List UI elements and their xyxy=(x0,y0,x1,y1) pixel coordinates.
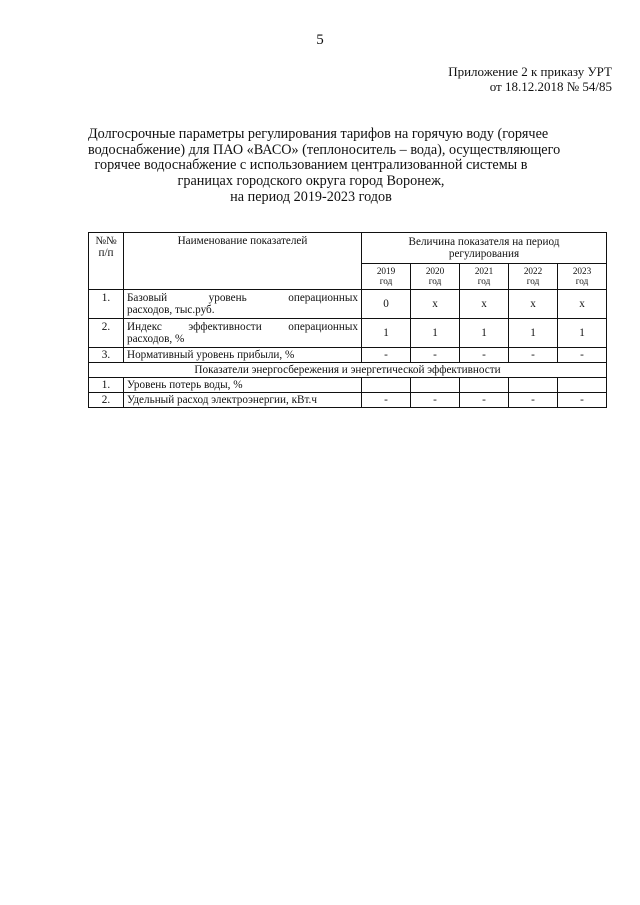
row-name-line: Индекс эффективности операционных xyxy=(127,321,358,333)
row-value: 1 xyxy=(362,319,411,348)
title-line: водоснабжение) для ПАО «ВАСО» (теплоноситель – вода), осуществляющего xyxy=(88,141,561,158)
year-label: 2021 xyxy=(474,265,494,276)
row-name-line: расходов, % xyxy=(127,333,185,345)
title-line: горячее водоснабжение с использованием централизованной системы в xyxy=(94,157,528,174)
header-name: Наименование показателей xyxy=(124,233,362,290)
appendix-line-1: Приложение 2 к приказу УРТ xyxy=(448,64,612,79)
year-label: 2022 xyxy=(523,265,543,276)
row-num: 2. xyxy=(89,319,124,348)
year-unit: год xyxy=(428,275,442,286)
document-title xyxy=(88,126,561,206)
year-label: 2023 xyxy=(572,265,592,276)
row-value: х xyxy=(509,290,558,319)
year-unit: год xyxy=(526,275,540,286)
row-name: Уровень потерь воды, % xyxy=(124,378,362,393)
title-line: на период 2019-2023 годов xyxy=(230,188,392,205)
year-label: 2020 xyxy=(425,265,445,276)
row-value: - xyxy=(509,393,558,408)
row-value: - xyxy=(509,348,558,363)
year-label: 2019 xyxy=(376,265,396,276)
section-title: Показатели энергосбережения и энергетической эффективности xyxy=(89,363,607,378)
table-row xyxy=(89,348,607,363)
row-name xyxy=(124,319,362,348)
header-year-cell xyxy=(509,264,558,290)
row-num: 2. xyxy=(89,393,124,408)
year-unit: год xyxy=(379,275,393,286)
row-name: Удельный расход электроэнергии, кВт.ч xyxy=(124,393,362,408)
row-value: - xyxy=(411,348,460,363)
header-year-cell xyxy=(362,264,411,290)
header-num: №№ п/п xyxy=(89,233,124,290)
row-value: х xyxy=(460,290,509,319)
page-number: 5 xyxy=(316,32,324,48)
row-num: 1. xyxy=(89,378,124,393)
row-value: - xyxy=(411,393,460,408)
table-row xyxy=(89,290,607,319)
table-row xyxy=(89,378,607,393)
row-value: 1 xyxy=(460,319,509,348)
row-value xyxy=(558,378,607,393)
row-value: 1 xyxy=(411,319,460,348)
row-name xyxy=(124,290,362,319)
row-value xyxy=(411,378,460,393)
title-line: границах городского округа город Воронеж, xyxy=(177,173,445,190)
header-value-group: Величина показателя на период регулирования xyxy=(362,233,607,264)
appendix-reference xyxy=(448,64,612,94)
row-value: - xyxy=(460,348,509,363)
header-year-cell xyxy=(411,264,460,290)
row-value: - xyxy=(362,393,411,408)
table-row xyxy=(89,393,607,408)
row-value: х xyxy=(558,290,607,319)
year-unit: год xyxy=(575,275,589,286)
parameters-table xyxy=(88,232,607,408)
row-value: - xyxy=(362,348,411,363)
appendix-line-2: от 18.12.2018 № 54/85 xyxy=(489,79,612,94)
row-value: - xyxy=(460,393,509,408)
year-unit: год xyxy=(477,275,491,286)
table-row xyxy=(89,319,607,348)
header-year-cell xyxy=(558,264,607,290)
row-value: - xyxy=(558,348,607,363)
row-name-line: расходов, тыс.руб. xyxy=(127,304,215,316)
row-value xyxy=(460,378,509,393)
row-value xyxy=(362,378,411,393)
section-header-row xyxy=(89,363,607,378)
header-year-cell xyxy=(460,264,509,290)
row-name: Нормативный уровень прибыли, % xyxy=(124,348,362,363)
row-name-line: Базовый уровень операционных xyxy=(127,292,358,304)
row-value: - xyxy=(558,393,607,408)
row-value: х xyxy=(411,290,460,319)
row-num: 3. xyxy=(89,348,124,363)
row-value xyxy=(509,378,558,393)
row-value: 1 xyxy=(558,319,607,348)
row-value: 1 xyxy=(509,319,558,348)
title-line: Долгосрочные параметры регулирования тарифов на горячую воду (горячее xyxy=(88,126,549,142)
row-value: 0 xyxy=(362,290,411,319)
row-num: 1. xyxy=(89,290,124,319)
header-row xyxy=(89,233,607,264)
